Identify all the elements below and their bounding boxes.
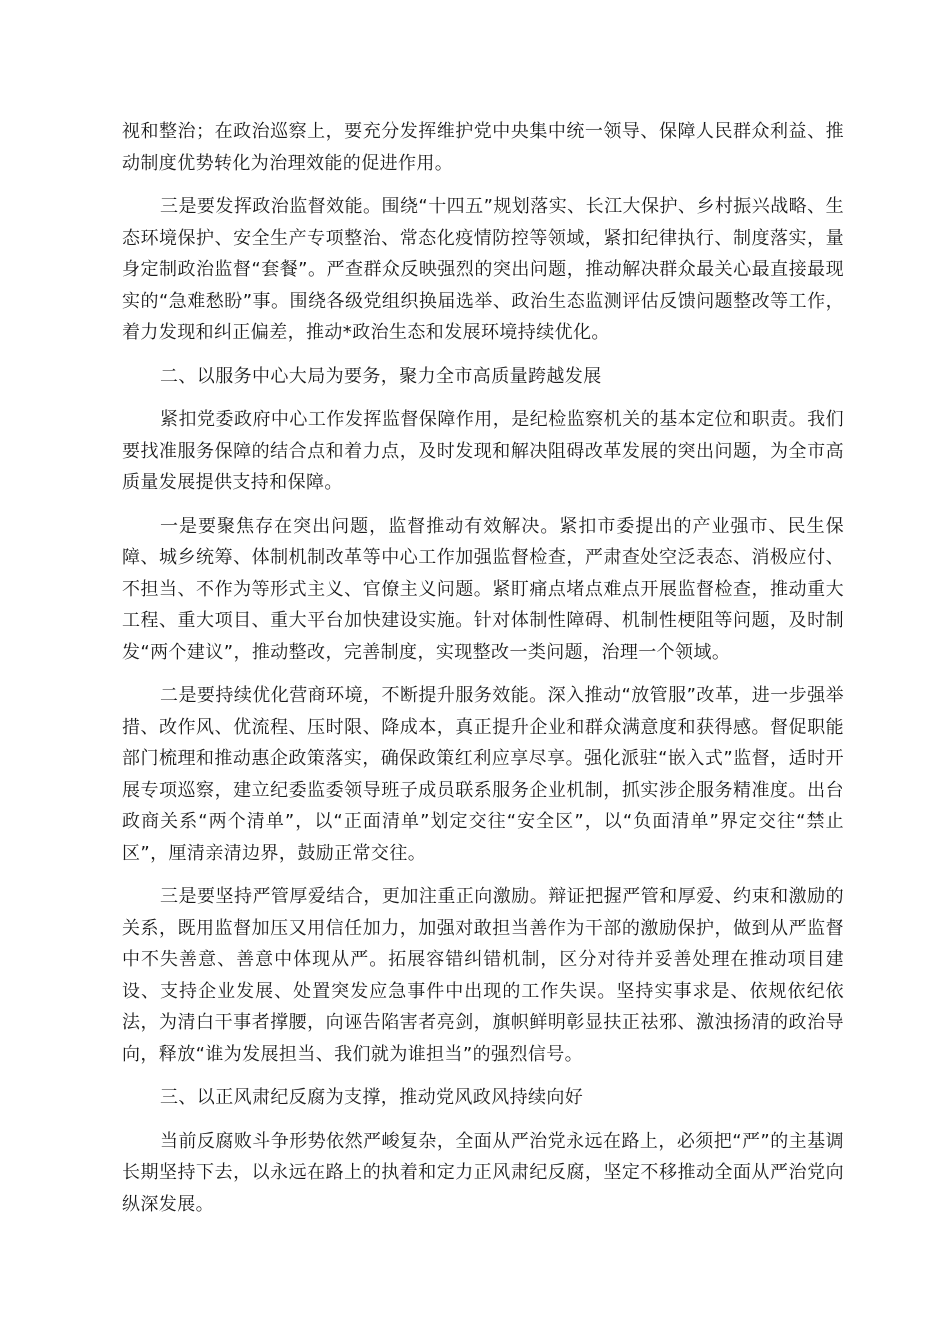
paragraph-business-environment: 二是要持续优化营商环境，不断提升服务效能。深入推动“放管服”改革，进一步强举措、改作风、优流程、压时限、降成本，真正提升企业和群众满意度和获得感。督促职能部门梳理和推动惠企政策落实，确保政策红利应享尽享。强化派驻“嵌入式”监督，适时开展专项巡察，建立纪委监委领导班子成员联系服务企业机制，抓实涉企服务精准度。出台政商关系“两个清单”，以“正面清单”划定交往“安全区”，以“负面清单”界定交往“禁止区”，厘清亲清边界，鼓励正常交往。	[122, 685, 844, 864]
paragraph-anti-corruption: 当前反腐败斗争形势依然严峻复杂，全面从严治党永远在路上，必须把“严”的主基调长期坚持下去，以永远在路上的执着和定力正风肃纪反腐，坚定不移推动全面从严治党向纵深发展。	[122, 1130, 844, 1215]
paragraph-political-supervision: 三是要发挥政治监督效能。围绕“十四五”规划落实、长江大保护、乡村振兴战略、生态环境保护、安全生产专项整治、常态化疫情防控等领域，紧扣纪律执行、制度落实，量身定制政治监督“套餐”。严查群众反映强烈的突出问题，推动解决群众最关心最直接最现实的“急难愁盼”事。围绕各级党组织换届选举、政治生态监测评估反馈问题整改等工作，着力发现和纠正偏差，推动*政治生态和发展环境持续优化。	[122, 196, 844, 343]
section-heading-3: 三、以正风肃纪反腐为支撑，推动党风政风持续向好	[160, 1087, 584, 1108]
paragraph-strict-care: 三是要坚持严管厚爱结合，更加注重正向激励。辩证把握严管和厚爱、约束和激励的关系，既用监督加压又用信任加力，加强对敢担当善作为干部的激励保护，做到从严监督中不失善意、善意中体现从严。拓展容错纠错机制，区分对待并妥善处理在推动项目建设、支持企业发展、处置突发应急事件中出现的工作失误。坚持实事求是、依规依纪依法，为清白干事者撑腰，向诬告陷害者亮剑，旗帜鲜明彰显扶正祛邪、激浊扬清的政治导向，释放“谁为发展担当、我们就为谁担当”的强烈信号。	[122, 886, 844, 1065]
section-heading-2: 二、以服务中心大局为要务，聚力全市高质量跨越发展	[160, 365, 602, 387]
document-page	[122, 116, 844, 1232]
paragraph-supervision-role: 紧扣党委政府中心工作发挥监督保障作用，是纪检监察机关的基本定位和职责。我们要找准服务保障的结合点和着力点，及时发现和解决阻碍改革发展的突出问题，为全市高质量发展提供支持和保障。	[122, 409, 844, 493]
paragraph-focus-problems: 一是要聚焦存在突出问题，监督推动有效解决。紧扣市委提出的产业强市、民生保障、城乡统筹、体制机制改革等中心工作加强监督检查，严肃查处空泛表态、消极应付、不担当、不作为等形式主义、官僚主义问题。紧盯痛点堵点难点开展监督检查，推动重大工程、重大项目、重大平台加快建设实施。针对体制性障碍、机制性梗阻等问题，及时制发“两个建议”，推动整改，完善制度，实现整改一类问题，治理一个领域。	[122, 515, 844, 663]
paragraph-continuation: 视和整治；在政治巡察上，要充分发挥维护党中央集中统一领导、保障人民群众利益、推动制度优势转化为治理效能的促进作用。	[122, 121, 844, 174]
